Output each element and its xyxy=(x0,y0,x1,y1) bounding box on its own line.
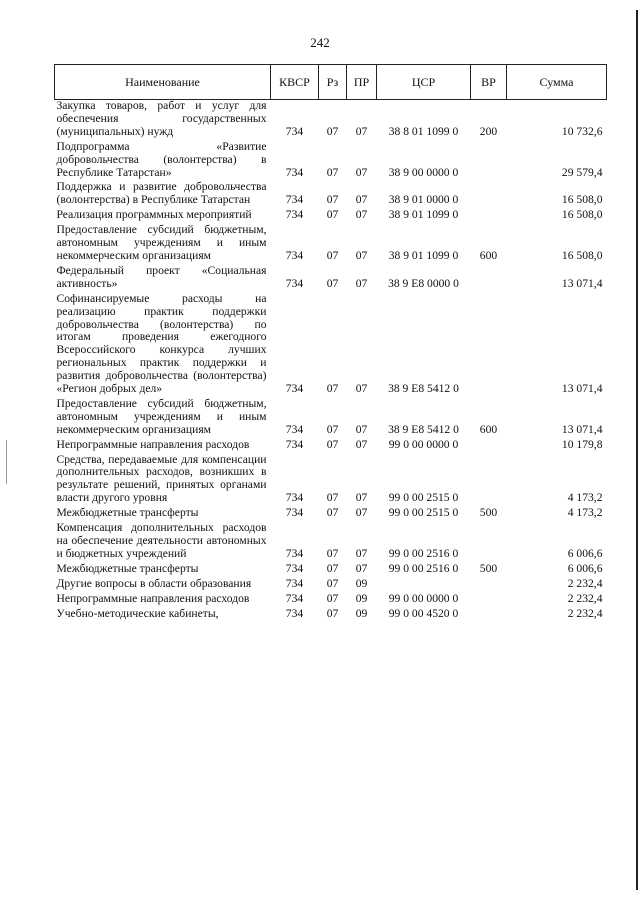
table-row xyxy=(55,439,607,454)
table-row xyxy=(55,578,607,593)
table-row xyxy=(55,608,607,623)
row-kvsr: 734 xyxy=(285,561,304,575)
row-csr: 99 0 00 0000 0 xyxy=(388,591,459,605)
row-rz: 07 xyxy=(326,165,339,179)
row-csr: 38 9 01 1099 0 xyxy=(388,248,459,262)
row-vr xyxy=(471,439,507,454)
row-kvsr: 734 xyxy=(285,491,304,505)
row-kvsr: 734 xyxy=(285,382,304,396)
row-name: Непрограммные направления расходов xyxy=(56,591,250,605)
row-name: Межбюджетные трансферты xyxy=(56,506,199,520)
row-rz: 07 xyxy=(326,576,339,590)
row-csr: 99 0 00 0000 0 xyxy=(388,437,459,451)
row-rz: 07 xyxy=(326,193,339,207)
table-row xyxy=(55,293,607,398)
row-csr: 38 9 E8 5412 0 xyxy=(388,382,459,396)
scan-edge-line xyxy=(636,10,638,890)
header-vr: ВР xyxy=(471,65,507,100)
header-pr: ПР xyxy=(347,65,377,100)
row-kvsr: 734 xyxy=(285,165,304,179)
row-csr: 38 9 00 0000 0 xyxy=(388,165,459,179)
row-kvsr: 734 xyxy=(285,591,304,605)
row-kvsr: 734 xyxy=(285,576,304,590)
row-kvsr: 734 xyxy=(285,546,304,560)
row-pr: 07 xyxy=(355,208,368,222)
row-vr xyxy=(471,209,507,224)
row-kvsr: 734 xyxy=(285,422,304,436)
row-name: Подпрограмма «Развитие добровольчества (волонтерства) в Республике Татарстан» xyxy=(56,139,267,179)
row-name: Другие вопросы в области образования xyxy=(56,576,252,590)
row-name: Закупка товаров, работ и услуг для обеспечения государственных (муниципальных) нужд xyxy=(56,99,267,138)
row-name: Поддержка и развитие добровольчества (волонтерства) в Республике Татарстан xyxy=(56,180,267,207)
row-sum: 13 071,4 xyxy=(561,382,603,396)
header-rz: Рз xyxy=(319,65,347,100)
row-sum: 10 179,8 xyxy=(561,437,603,451)
row-pr: 07 xyxy=(355,276,368,290)
row-name: Непрограммные направления расходов xyxy=(56,437,250,451)
row-name: Софинансируемые расходы на реализацию практик поддержки добровольчества (волонтерства) по итогам проведения ежегодного Всероссийского конкурса лучших региональных практик поддержки и развития добровольчества (волонтерства) «Регион добрых дел» xyxy=(56,291,267,396)
row-kvsr: 734 xyxy=(285,606,304,620)
row-sum: 2 232,4 xyxy=(567,591,603,605)
row-vr xyxy=(471,181,507,209)
row-rz: 07 xyxy=(326,248,339,262)
row-sum: 2 232,4 xyxy=(567,606,603,620)
row-kvsr: 734 xyxy=(285,506,304,520)
table-row xyxy=(55,265,607,293)
row-kvsr: 734 xyxy=(285,193,304,207)
row-rz: 07 xyxy=(326,276,339,290)
table-row xyxy=(55,141,607,182)
table-row xyxy=(55,224,607,265)
row-csr: 38 9 01 0000 0 xyxy=(388,193,459,207)
row-csr: 99 0 00 2516 0 xyxy=(388,546,459,560)
row-rz: 07 xyxy=(326,606,339,620)
row-csr: 38 9 E8 0000 0 xyxy=(388,276,459,290)
row-kvsr: 734 xyxy=(285,437,304,451)
table-row xyxy=(55,593,607,608)
row-pr: 07 xyxy=(355,506,368,520)
budget-table xyxy=(54,64,607,622)
row-name: Федеральный проект «Социальная активность» xyxy=(56,263,267,290)
row-pr: 07 xyxy=(355,248,368,262)
row-name: Учебно-методические кабинеты, xyxy=(56,606,219,620)
row-vr: 600 xyxy=(479,248,498,262)
header-name: Наименование xyxy=(55,65,271,100)
row-rz: 07 xyxy=(326,491,339,505)
header-sum: Сумма xyxy=(507,65,607,100)
row-pr: 07 xyxy=(355,124,368,138)
row-csr xyxy=(377,578,471,593)
row-sum: 29 579,4 xyxy=(561,165,603,179)
row-pr: 09 xyxy=(355,606,368,620)
row-pr: 07 xyxy=(355,491,368,505)
row-sum: 16 508,0 xyxy=(561,193,603,207)
row-kvsr: 734 xyxy=(285,248,304,262)
row-rz: 07 xyxy=(326,506,339,520)
row-vr xyxy=(471,608,507,623)
table-row xyxy=(55,507,607,522)
row-sum: 16 508,0 xyxy=(561,208,603,222)
row-sum: 4 173,2 xyxy=(567,491,603,505)
row-rz: 07 xyxy=(326,382,339,396)
row-vr xyxy=(471,593,507,608)
row-csr: 38 9 01 1099 0 xyxy=(388,208,459,222)
table-row xyxy=(55,181,607,209)
row-sum: 16 508,0 xyxy=(561,248,603,262)
row-name: Средства, передаваемые для компенсации дополнительных расходов, возникших в результате решений, принятых органами власти другого уровня xyxy=(56,452,267,505)
row-csr: 38 8 01 1099 0 xyxy=(388,124,459,138)
row-csr: 99 0 00 2515 0 xyxy=(388,491,459,505)
row-pr: 07 xyxy=(355,422,368,436)
row-sum: 4 173,2 xyxy=(567,506,603,520)
row-sum: 13 071,4 xyxy=(561,276,603,290)
page-number: 242 xyxy=(310,35,330,50)
row-vr: 200 xyxy=(479,124,498,138)
row-pr: 09 xyxy=(355,591,368,605)
table-header-row xyxy=(55,65,607,100)
table-row xyxy=(55,100,607,141)
row-vr: 600 xyxy=(479,422,498,436)
row-sum: 13 071,4 xyxy=(561,422,603,436)
row-sum: 6 006,6 xyxy=(567,561,603,575)
table-row xyxy=(55,398,607,439)
row-name: Межбюджетные трансферты xyxy=(56,561,199,575)
row-name: Предоставление субсидий бюджетным, автономным учреждениям и иным некоммерческим организациям xyxy=(56,396,267,436)
row-vr xyxy=(471,141,507,182)
row-pr: 07 xyxy=(355,561,368,575)
row-vr xyxy=(471,578,507,593)
table-row xyxy=(55,454,607,508)
row-rz: 07 xyxy=(326,124,339,138)
row-sum: 6 006,6 xyxy=(567,546,603,560)
header-kvsr: КВСР xyxy=(271,65,319,100)
row-rz: 07 xyxy=(326,561,339,575)
row-kvsr: 734 xyxy=(285,276,304,290)
row-rz: 07 xyxy=(326,422,339,436)
row-rz: 07 xyxy=(326,546,339,560)
row-vr xyxy=(471,454,507,508)
row-name: Предоставление субсидий бюджетным, автономным учреждениям и иным некоммерческим организациям xyxy=(56,223,267,262)
row-vr: 500 xyxy=(479,506,498,520)
row-pr: 07 xyxy=(355,546,368,560)
row-pr: 07 xyxy=(355,165,368,179)
row-rz: 07 xyxy=(326,591,339,605)
row-kvsr: 734 xyxy=(285,124,304,138)
row-kvsr: 734 xyxy=(285,208,304,222)
row-pr: 07 xyxy=(355,193,368,207)
row-csr: 99 0 00 4520 0 xyxy=(388,606,459,620)
table-row xyxy=(55,563,607,578)
row-csr: 99 0 00 2516 0 xyxy=(388,561,459,575)
scan-margin-mark xyxy=(6,440,7,484)
row-vr xyxy=(471,293,507,398)
row-csr: 38 9 E8 5412 0 xyxy=(388,422,459,436)
header-csr: ЦСР xyxy=(377,65,471,100)
row-vr: 500 xyxy=(479,561,498,575)
row-sum: 10 732,6 xyxy=(561,124,603,138)
table-row xyxy=(55,522,607,563)
row-rz: 07 xyxy=(326,437,339,451)
row-vr xyxy=(471,265,507,293)
row-rz: 07 xyxy=(326,208,339,222)
row-sum: 2 232,4 xyxy=(567,576,603,590)
row-pr: 09 xyxy=(355,576,368,590)
table-row xyxy=(55,209,607,224)
row-name: Реализация программных мероприятий xyxy=(56,208,252,222)
row-name: Компенсация дополнительных расходов на обеспечение деятельности автономных и бюджетных учреждений xyxy=(56,521,267,560)
row-vr xyxy=(471,522,507,563)
row-pr: 07 xyxy=(355,437,368,451)
row-pr: 07 xyxy=(355,382,368,396)
row-csr: 99 0 00 2515 0 xyxy=(388,506,459,520)
